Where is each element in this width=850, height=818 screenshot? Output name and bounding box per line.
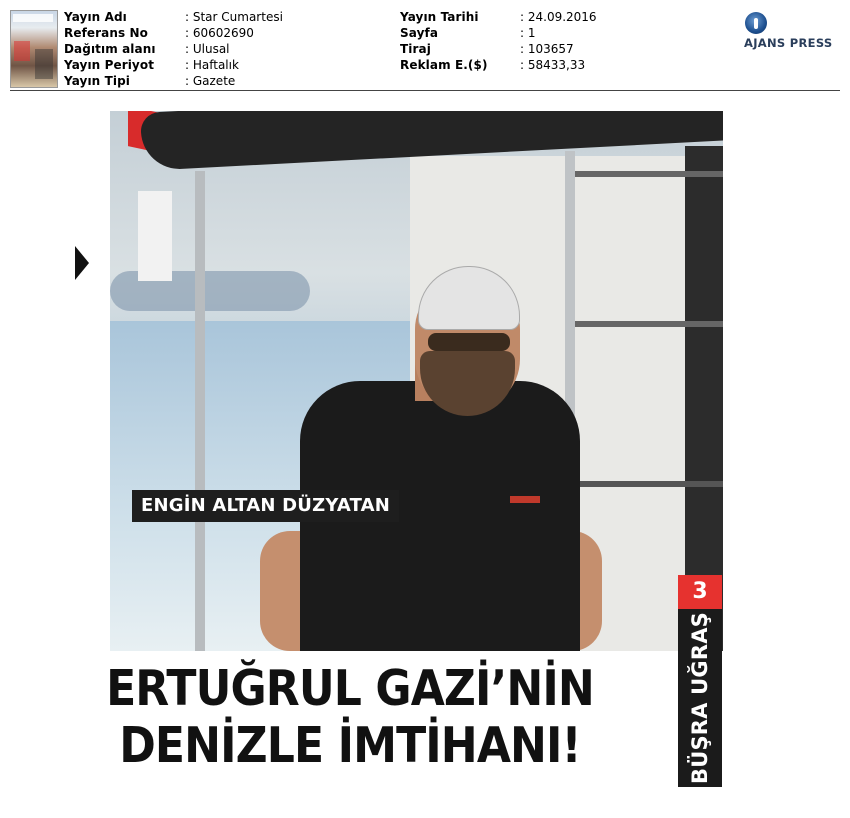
header-divider bbox=[10, 90, 840, 91]
meta-value-yayin-adi: : Star Cumartesi bbox=[185, 10, 283, 24]
page-marker-arrow-icon bbox=[75, 246, 89, 280]
side-number-badge: 3 bbox=[678, 575, 722, 609]
meta-label-sayfa: Sayfa bbox=[400, 26, 439, 40]
author-name: BÜŞRA UĞRAŞ bbox=[688, 612, 712, 784]
meta-label-dagitim-alani: Dağıtım alanı bbox=[64, 42, 156, 56]
meta-value-dagitim-alani: : Ulusal bbox=[185, 42, 230, 56]
meta-value-reklam: : 58433,33 bbox=[520, 58, 586, 72]
meta-value-yayin-periyot: : Haftalık bbox=[185, 58, 239, 72]
meta-label-yayin-periyot: Yayın Periyot bbox=[64, 58, 155, 72]
meta-value-referans-no: : 60602690 bbox=[185, 26, 254, 40]
meta-label-tiraj: Tiraj bbox=[400, 42, 431, 56]
author-name-vertical bbox=[678, 612, 722, 784]
meta-label-referans-no: Referans No bbox=[64, 26, 149, 40]
meta-value-yayin-tipi: : Gazete bbox=[185, 74, 236, 88]
ajans-press-logo-icon bbox=[745, 12, 767, 34]
headline-line-1: ERTUĞRUL GAZİ’NİN bbox=[106, 660, 594, 717]
ajans-press-logo-text: AJANS PRESS bbox=[744, 36, 833, 50]
headline-line-2: DENİZLE İMTİHANI! bbox=[119, 717, 581, 774]
headline bbox=[98, 660, 602, 774]
meta-label-yayin-tipi: Yayın Tipi bbox=[64, 74, 130, 88]
ajans-press-logo bbox=[744, 8, 840, 54]
meta-label-yayin-tarihi: Yayın Tarihi bbox=[400, 10, 479, 24]
meta-value-yayin-tarihi: : 24.09.2016 bbox=[520, 10, 597, 24]
photo-caption: ENGİN ALTAN DÜZYATAN bbox=[132, 490, 399, 522]
meta-value-tiraj: : 103657 bbox=[520, 42, 574, 56]
article-photo bbox=[110, 111, 723, 651]
meta-label-reklam: Reklam E.($) bbox=[400, 58, 488, 72]
newspaper-thumbnail bbox=[10, 10, 58, 88]
meta-label-yayin-adi: Yayın Adı bbox=[64, 10, 127, 24]
meta-value-sayfa: : 1 bbox=[520, 26, 536, 40]
